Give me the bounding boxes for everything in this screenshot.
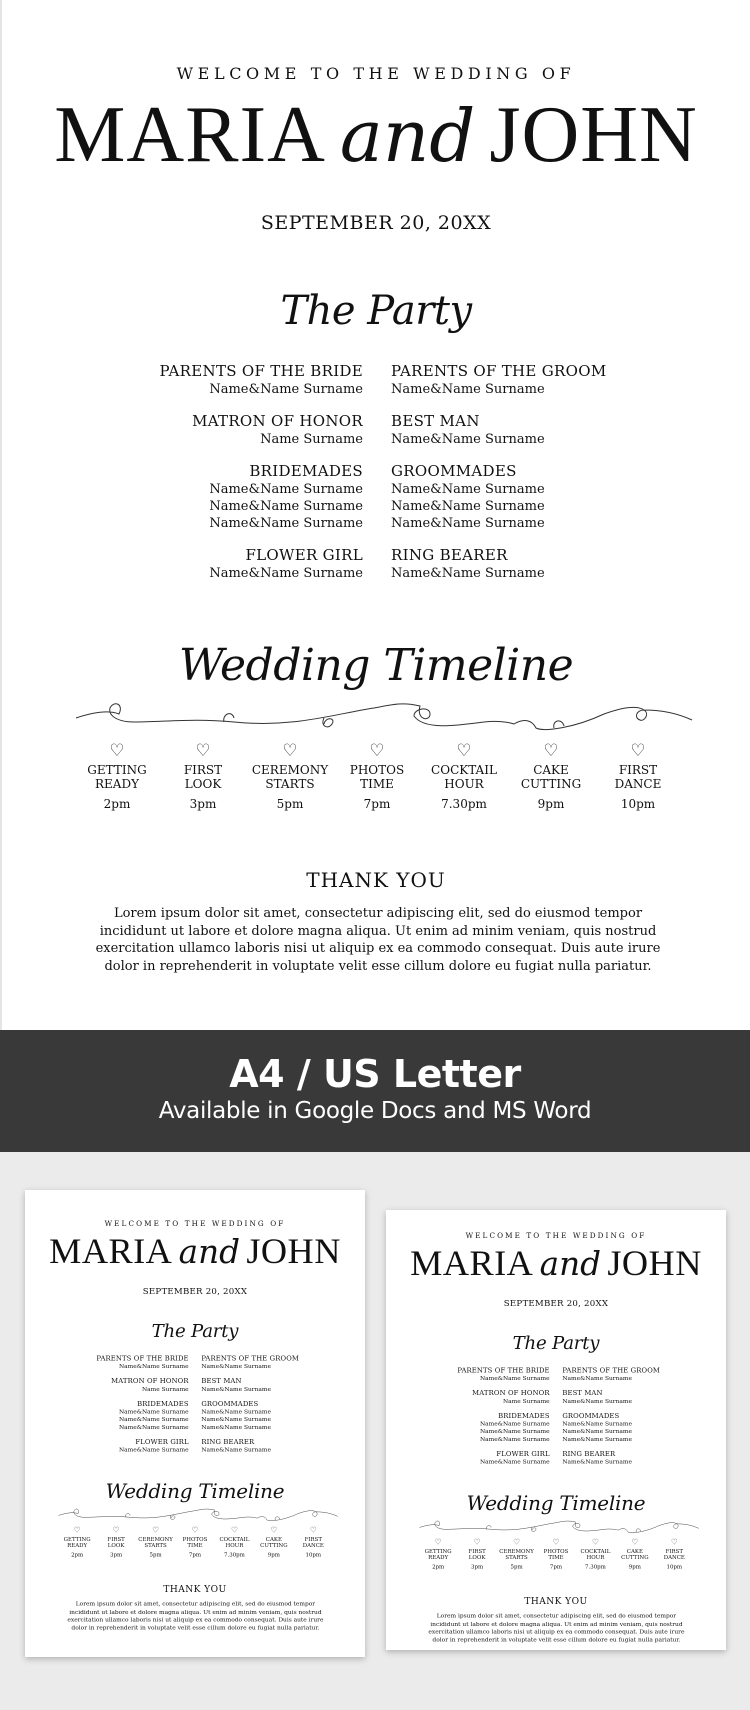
timeline-event: [160, 741, 246, 811]
event-time: 5pm: [149, 1551, 162, 1558]
heart-outline-icon: ♡: [230, 1525, 238, 1535]
person-name: Name&Name Surname: [209, 516, 363, 531]
and-script: and: [178, 1232, 241, 1271]
person-name: Name&Name Surname: [562, 1420, 632, 1428]
event-time: 9pm: [267, 1551, 280, 1558]
event-label: COCKTAIL HOUR: [580, 1547, 611, 1561]
party-left-col: [414, 1389, 550, 1405]
person-name: Name&Name Surname: [391, 382, 545, 397]
person-name: Name&Name Surname: [391, 499, 545, 514]
role-label: BEST MAN: [201, 1376, 242, 1385]
person-name: Name&Name Surname: [201, 1363, 271, 1370]
welcome-text: WELCOME TO THE WEDDING OF: [465, 1231, 647, 1240]
heart-outline-icon: ♡: [270, 1525, 278, 1535]
event-label: COCKTAIL HOUR: [219, 1535, 250, 1549]
party-row: [386, 1389, 726, 1412]
party-row: [2, 412, 750, 462]
party-right-col: [391, 462, 691, 532]
heart-outline-icon: ♡: [152, 1525, 160, 1535]
timeline-title: Wedding Timeline: [178, 640, 574, 691]
role-label: RING BEARER: [391, 546, 508, 564]
heart-outline-icon: ♡: [543, 741, 559, 761]
person-name: Name&Name Surname: [201, 1416, 271, 1423]
party-list: [25, 1354, 365, 1460]
format-title: A4 / US Letter: [229, 1052, 521, 1096]
person-name: Name&Name Surname: [479, 1375, 550, 1382]
format-banner: [0, 1030, 750, 1152]
party-row: [386, 1366, 726, 1389]
heart-outline-icon: ♡: [434, 1537, 442, 1547]
heart-outline-icon: ♡: [473, 1537, 481, 1547]
heart-outline-icon: ♡: [191, 1525, 199, 1535]
event-label: CEREMONY STARTS: [138, 1535, 173, 1549]
event-label: PHOTOS TIME: [182, 1535, 208, 1549]
timeline-event: [419, 1538, 458, 1570]
person-name: Name&Name Surname: [209, 482, 363, 497]
event-time: 2pm: [71, 1551, 84, 1558]
party-left-col: [53, 1377, 189, 1393]
person-name: Name Surname: [502, 1397, 550, 1405]
party-right-col: [201, 1354, 337, 1370]
event-time: 10pm: [305, 1551, 322, 1558]
role-label: PARENTS OF THE BRIDE: [457, 1366, 550, 1375]
party-left-col: [414, 1411, 550, 1443]
timeline-event: [595, 741, 681, 811]
event-label: FIRST LOOK: [107, 1535, 125, 1549]
person-name: Name&Name Surname: [562, 1375, 632, 1382]
heart-outline-icon: ♡: [112, 1525, 120, 1535]
event-label: CEREMONY STARTS: [251, 763, 329, 791]
name-two: JOHN: [607, 1243, 702, 1284]
event-label: CAKE CUTTING: [520, 763, 582, 791]
event-label: FIRST DANCE: [663, 1547, 685, 1561]
person-name: Name&Name Surname: [391, 482, 545, 497]
heart-outline-icon: ♡: [630, 741, 646, 761]
role-label: BEST MAN: [562, 1388, 603, 1397]
timeline-loop-line: [58, 1507, 339, 1525]
a4-preview-content: [25, 1190, 365, 1657]
event-time: 7pm: [188, 1551, 202, 1558]
format-subtitle: Available in Google Docs and MS Word: [158, 1098, 592, 1124]
couple-names: [386, 1243, 726, 1284]
party-row: [25, 1399, 365, 1437]
thanks-title: THANK YOU: [524, 1595, 588, 1607]
event-label: FIRST DANCE: [614, 763, 662, 791]
role-label: GROOMMADES: [562, 1411, 620, 1420]
timeline-event: [58, 1526, 97, 1558]
person-name: Name&Name Surname: [201, 1446, 271, 1454]
person-name: Name&Name Surname: [209, 382, 363, 397]
party-left-col: [63, 412, 363, 448]
name-two: JOHN: [246, 1231, 341, 1272]
role-label: BRIDEMADES: [498, 1411, 550, 1420]
party-row: [25, 1377, 365, 1400]
couple-names: [25, 1231, 365, 1272]
thanks-body: Lorem ipsum dolor sit amet, consectetur adipiscing elit, sed do eiusmod tempor incididunt ut labore et dolore magna aliqua. Ut enim ad minim veniam, quis nostrud exercitation ullamco laboris nisi ut aliquip ex ea commodo consequat. Duis aute irure dolor in reprehenderit in voluptate velit esse cillum dolore eu fugiat nulla pariatur.: [67, 1600, 324, 1632]
role-label: BRIDEMADES: [249, 462, 363, 480]
timeline-loop-line: [74, 700, 694, 740]
heart-outline-icon: ♡: [369, 741, 385, 761]
timeline-loop-line: [419, 1519, 700, 1537]
role-label: RING BEARER: [562, 1449, 616, 1458]
person-name: Name&Name Surname: [118, 1416, 189, 1423]
timeline-event: [536, 1538, 575, 1570]
party-list: [386, 1366, 726, 1472]
role-label: MATRON OF HONOR: [111, 1376, 189, 1385]
person-name: Name&Name Surname: [201, 1423, 271, 1431]
event-label: CEREMONY STARTS: [499, 1547, 534, 1561]
event-label: GETTING READY: [87, 763, 147, 791]
heart-outline-icon: ♡: [309, 1525, 317, 1535]
party-right-col: [201, 1377, 337, 1393]
person-name: Name&Name Surname: [391, 516, 545, 531]
party-row: [386, 1450, 726, 1473]
person-name: Name&Name Surname: [391, 432, 545, 447]
heart-outline-icon: ♡: [195, 741, 211, 761]
role-label: PARENTS OF THE GROOM: [201, 1354, 300, 1363]
role-label: BRIDEMADES: [137, 1399, 189, 1408]
person-name: Name&Name Surname: [209, 499, 363, 514]
heart-outline-icon: ♡: [282, 741, 298, 761]
timeline-event: [294, 1526, 333, 1558]
party-row: [2, 462, 750, 546]
name-one: MARIA: [49, 1231, 173, 1272]
couple-names: [2, 91, 750, 179]
event-time: 7.30pm: [441, 797, 487, 811]
role-label: FLOWER GIRL: [245, 546, 363, 564]
role-label: PARENTS OF THE BRIDE: [96, 1354, 189, 1363]
party-right-col: [562, 1389, 698, 1405]
event-time: 3pm: [110, 1551, 123, 1558]
person-name: Name Surname: [260, 432, 363, 447]
party-list: [2, 362, 750, 596]
preview-program-copy: [25, 1190, 365, 1657]
timeline-event: [254, 1526, 293, 1558]
person-name: Name&Name Surname: [118, 1423, 189, 1431]
party-right-col: [562, 1411, 698, 1443]
party-right-col: [391, 546, 691, 582]
party-right-col: [562, 1366, 698, 1382]
role-label: GROOMMADES: [391, 462, 517, 480]
person-name: Name&Name Surname: [562, 1458, 632, 1466]
timeline-event: [97, 1526, 136, 1558]
party-right-col: [201, 1399, 337, 1431]
event-label: GETTING READY: [424, 1547, 452, 1561]
event-label: CAKE CUTTING: [260, 1535, 288, 1549]
party-title: The Party: [151, 1320, 239, 1342]
party-left-col: [53, 1438, 189, 1454]
event-label: PHOTOS TIME: [349, 763, 405, 791]
person-name: Name&Name Surname: [118, 1408, 189, 1416]
event-time: 10pm: [620, 797, 656, 811]
welcome-text: WELCOME TO THE WEDDING OF: [176, 64, 576, 83]
role-label: FLOWER GIRL: [496, 1449, 550, 1458]
preview-program-copy: [386, 1210, 726, 1650]
party-title: The Party: [280, 288, 472, 334]
party-row: [25, 1438, 365, 1461]
event-time: 7pm: [549, 1563, 563, 1570]
party-row: [2, 362, 750, 412]
event-time: 5pm: [510, 1563, 523, 1570]
party-left-col: [414, 1366, 550, 1382]
person-name: Name&Name Surname: [391, 566, 545, 581]
letter-preview-content: [386, 1210, 726, 1650]
event-label: FIRST LOOK: [183, 763, 223, 791]
person-name: Name&Name Surname: [562, 1435, 632, 1443]
role-label: FLOWER GIRL: [135, 1437, 189, 1446]
event-label: FIRST LOOK: [468, 1547, 486, 1561]
person-name: Name&Name Surname: [201, 1408, 271, 1416]
party-row: [2, 546, 750, 596]
event-label: PHOTOS TIME: [543, 1547, 569, 1561]
timeline-event: [655, 1538, 694, 1570]
timeline-event: [421, 741, 507, 811]
event-time: 9pm: [537, 797, 565, 811]
thanks-title: THANK YOU: [306, 868, 446, 892]
party-left-col: [63, 462, 363, 532]
and-script: and: [539, 1244, 602, 1283]
role-label: MATRON OF HONOR: [472, 1388, 550, 1397]
timeline-event: [508, 741, 594, 811]
timeline-event: [458, 1538, 497, 1570]
party-right-col: [391, 412, 691, 448]
name-one: MARIA: [410, 1243, 534, 1284]
role-label: PARENTS OF THE BRIDE: [159, 362, 363, 380]
event-time: 3pm: [189, 797, 217, 811]
person-name: Name&Name Surname: [118, 1446, 189, 1454]
letter-preview-sheet: [386, 1210, 726, 1650]
role-label: PARENTS OF THE GROOM: [391, 362, 607, 380]
person-name: Name&Name Surname: [562, 1397, 632, 1405]
event-time: 2pm: [432, 1563, 445, 1570]
heart-outline-icon: ♡: [109, 741, 125, 761]
party-left-col: [414, 1450, 550, 1466]
timeline-events: [418, 1538, 695, 1574]
party-left-col: [53, 1354, 189, 1370]
heart-outline-icon: ♡: [552, 1537, 560, 1547]
role-label: GROOMMADES: [201, 1399, 259, 1408]
thanks-body: Lorem ipsum dolor sit amet, consectetur adipiscing elit, sed do eiusmod tempor incididunt ut labore et dolore magna aliqua. Ut enim ad minim veniam, quis nostrud exercitation ullamco laboris nisi ut aliquip ex ea commodo consequat. Duis aute irure dolor in reprehenderit in voluptate velit esse cillum dolore eu fugiat nulla pariatur.: [95, 906, 661, 974]
timeline-events: [57, 1526, 334, 1562]
person-name: Name&Name Surname: [118, 1363, 189, 1370]
thanks-title: THANK YOU: [163, 1583, 227, 1595]
a4-preview-sheet: [25, 1190, 365, 1657]
event-time: 10pm: [666, 1563, 683, 1570]
event-label: COCKTAIL HOUR: [431, 763, 497, 791]
timeline-title: Wedding Timeline: [105, 1480, 285, 1504]
timeline-event: [215, 1526, 254, 1558]
person-name: Name Surname: [141, 1385, 189, 1393]
heart-outline-icon: ♡: [456, 741, 472, 761]
timeline-event: [74, 741, 160, 811]
role-label: BEST MAN: [391, 412, 480, 430]
heart-outline-icon: ♡: [73, 1525, 81, 1535]
heart-outline-icon: ♡: [591, 1537, 599, 1547]
wedding-date: SEPTEMBER 20, 20XX: [142, 1286, 248, 1297]
thanks-body: Lorem ipsum dolor sit amet, consectetur adipiscing elit, sed do eiusmod tempor incididunt ut labore et dolore magna aliqua. Ut enim ad minim veniam, quis nostrud exercitation ullamco laboris nisi ut aliquip ex ea commodo consequat. Duis aute irure dolor in reprehenderit in voluptate velit esse cillum dolore eu fugiat nulla pariatur.: [428, 1612, 685, 1644]
timeline-event: [247, 741, 333, 811]
person-name: Name&Name Surname: [479, 1435, 550, 1443]
person-name: Name&Name Surname: [479, 1420, 550, 1428]
role-label: RING BEARER: [201, 1437, 255, 1446]
person-name: Name&Name Surname: [479, 1428, 550, 1435]
and-script: and: [339, 94, 476, 178]
preview-area: [0, 1152, 750, 1710]
timeline-events: [72, 741, 682, 821]
party-row: [386, 1411, 726, 1449]
person-name: Name&Name Surname: [562, 1428, 632, 1435]
event-time: 7.30pm: [585, 1563, 606, 1570]
heart-outline-icon: ♡: [513, 1537, 521, 1547]
event-time: 2pm: [103, 797, 131, 811]
party-left-col: [53, 1399, 189, 1431]
party-left-col: [63, 362, 363, 398]
event-time: 5pm: [276, 797, 304, 811]
role-label: MATRON OF HONOR: [192, 412, 363, 430]
event-label: GETTING READY: [63, 1535, 91, 1549]
person-name: Name&Name Surname: [479, 1458, 550, 1466]
welcome-text: WELCOME TO THE WEDDING OF: [104, 1219, 286, 1228]
party-left-col: [63, 546, 363, 582]
timeline-event: [576, 1538, 615, 1570]
timeline-title: Wedding Timeline: [466, 1492, 646, 1516]
person-name: Name&Name Surname: [201, 1385, 271, 1393]
party-right-col: [201, 1438, 337, 1454]
timeline-event: [175, 1526, 214, 1558]
timeline-event: [615, 1538, 654, 1570]
event-label: FIRST DANCE: [302, 1535, 324, 1549]
event-label: CAKE CUTTING: [621, 1547, 649, 1561]
event-time: 9pm: [628, 1563, 641, 1570]
heart-outline-icon: ♡: [670, 1537, 678, 1547]
person-name: Name&Name Surname: [209, 566, 363, 581]
timeline-event: [334, 741, 420, 811]
wedding-date: SEPTEMBER 20, 20XX: [260, 212, 492, 234]
party-right-col: [562, 1450, 698, 1466]
name-one: MARIA: [54, 91, 326, 179]
party-title: The Party: [512, 1332, 600, 1354]
wedding-date: SEPTEMBER 20, 20XX: [503, 1298, 609, 1309]
name-two: JOHN: [489, 91, 698, 179]
party-row: [25, 1354, 365, 1377]
heart-outline-icon: ♡: [631, 1537, 639, 1547]
party-right-col: [391, 362, 691, 398]
event-time: 3pm: [471, 1563, 484, 1570]
event-time: 7.30pm: [224, 1551, 245, 1558]
timeline-event: [136, 1526, 175, 1558]
role-label: PARENTS OF THE GROOM: [562, 1366, 661, 1375]
timeline-event: [497, 1538, 536, 1570]
event-time: 7pm: [363, 797, 391, 811]
